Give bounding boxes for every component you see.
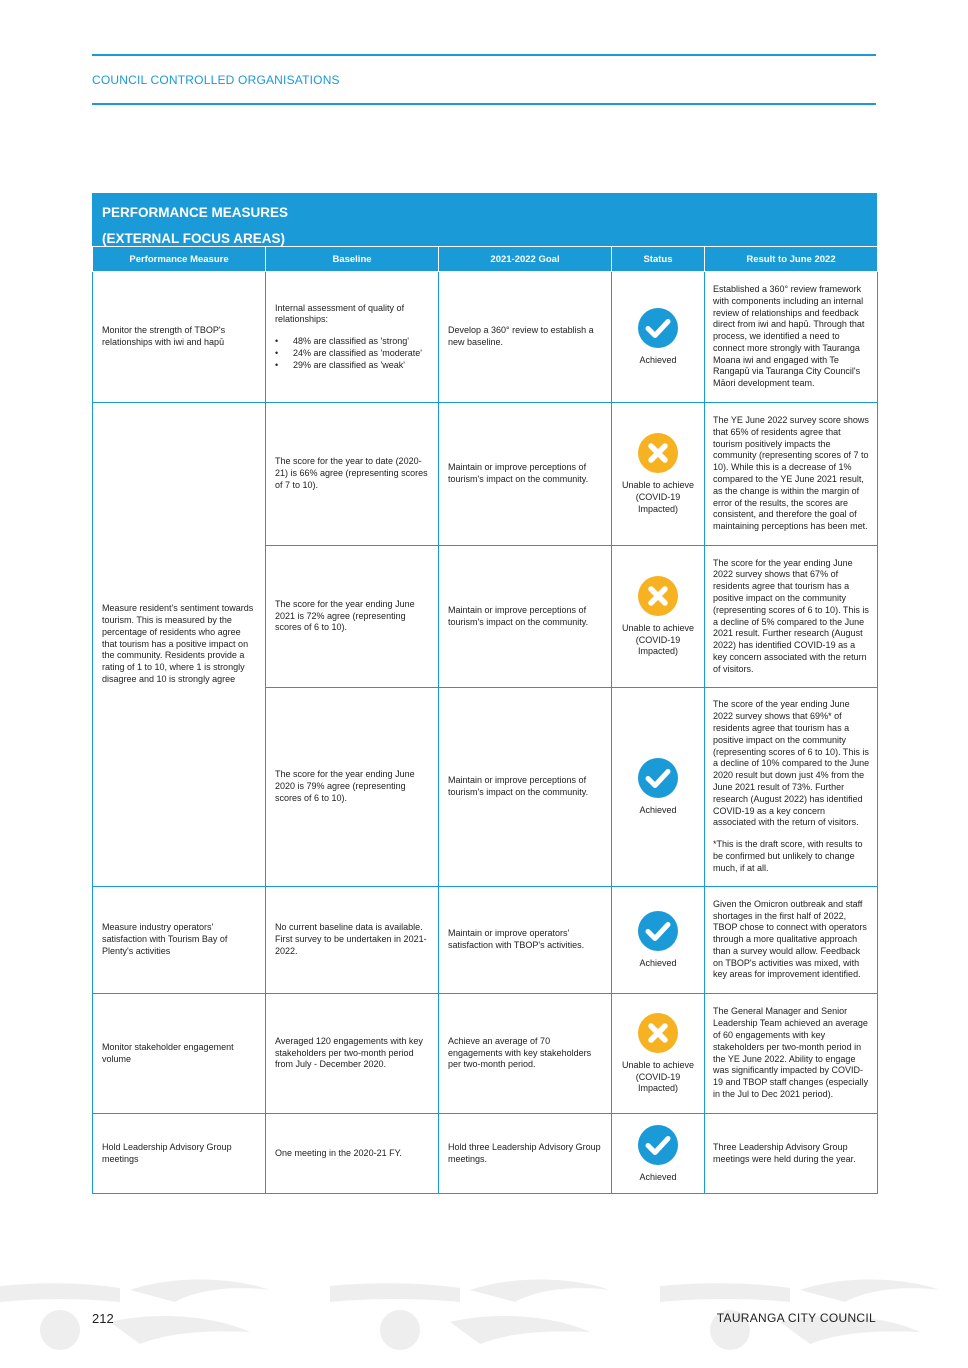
measure-cell: Hold Leadership Advisory Group meetings: [93, 1114, 266, 1194]
goal-cell: Maintain or improve operators' satisfaction with TBOP's activities.: [439, 887, 612, 994]
status-cell: [612, 1114, 705, 1194]
goal-cell: Maintain or improve perceptions of tourism's impact on the community.: [439, 688, 612, 887]
check-icon: [637, 307, 679, 349]
status-label: Unable to achieve (COVID-19 Impacted): [621, 1059, 695, 1094]
baseline-bullets: [275, 336, 429, 371]
column-header-measure: Performance Measure: [93, 247, 266, 272]
goal-cell: Achieve an average of 70 engagements with key stakeholders per two-month period.: [439, 994, 612, 1114]
cross-icon: [637, 432, 679, 474]
check-icon: [637, 1124, 679, 1166]
table-title-line-1: PERFORMANCE MEASURES: [102, 205, 289, 220]
table-row: [93, 403, 878, 546]
measure-cell: Monitor the strength of TBOP's relationships with iwi and hapū: [93, 272, 266, 403]
status-cell: [612, 688, 705, 887]
baseline-cell: The score for the year to date (2020-21) is 66% agree (representing scores of 7 to 10).: [266, 403, 439, 546]
result-text: The score of the year ending June 2022 survey shows that 69%* of residents agree that tourism has a positive impact on the community (representing scores of 6 to 10). This is a decline of 10% compared to the June 2020 result but down just 4% from the June 2021 result of 73%. Further research (August 2022) has identified COVID-19 as a key concern associated with the return of visitors.: [713, 699, 870, 828]
table-title-line-2: (EXTERNAL FOCUS AREAS): [102, 231, 286, 246]
status-label: Unable to achieve (COVID-19 Impacted): [621, 480, 695, 514]
check-icon: [637, 910, 679, 952]
table-row: [93, 887, 878, 994]
column-header-result: Result to June 2022: [705, 247, 878, 272]
measure-cell: Monitor stakeholder engagement volume: [93, 994, 266, 1114]
top-rule: [92, 54, 876, 56]
baseline-cell: The score for the year ending June 2021 is 72% agree (representing scores of 6 to 10).: [266, 546, 439, 688]
status-cell: [612, 887, 705, 994]
result-cell: Established a 360° review framework with components including an internal review of relationships and feedback direct from iwi and hapū. Through that process, we identified a need to connect more strongly with Tauranga Moana iwi and engaged with Te Rangapū via Tauranga City Council's Māori development team.: [705, 272, 878, 403]
baseline-intro: Internal assessment of quality of relationships:: [275, 302, 405, 325]
performance-measures-table: [92, 193, 877, 1194]
status-label: Achieved: [639, 958, 677, 969]
goal-cell: Maintain or improve perceptions of tourism's impact on the community.: [439, 546, 612, 688]
baseline-bullet: • 24% are classified as 'moderate': [275, 348, 429, 360]
measure-cell: Measure industry operators' satisfaction with Tourism Bay of Plenty's activities: [93, 887, 266, 994]
status-cell: [612, 994, 705, 1114]
status-cell: [612, 403, 705, 546]
status-cell: [612, 272, 705, 403]
result-cell: Given the Omicron outbreak and staff shortages in the first half of 2022, TBOP chose to connect with operators through a more qualitative approach than a survey would allow. Feedback on TBOP's activities was mixed, with key areas for improvement identified.: [705, 887, 878, 994]
baseline-cell: The score for the year ending June 2020 is 79% agree (representing scores of 6 to 10).: [266, 688, 439, 887]
column-header-status: Status: [612, 247, 705, 272]
table-row: [93, 272, 878, 403]
result-cell: The score for the year ending June 2022 survey shows that 67% of residents agree that tourism has a positive impact on the community (representing scores of 6 to 10). This is a decline of 5% compared to the June 2021 result. Further research (August 2022) has identified COVID-19 as a key concern associated with the return of visitors.: [705, 546, 878, 688]
baseline-cell: [266, 272, 439, 403]
cross-icon: [637, 1012, 679, 1054]
baseline-bullet: • 48% are classified as 'strong': [275, 336, 429, 348]
status-label: Unable to achieve (COVID-19 Impacted): [621, 622, 695, 657]
check-icon: [637, 757, 679, 799]
cross-icon: [637, 575, 679, 617]
table-title: [92, 193, 877, 246]
result-cell: Three Leadership Advisory Group meetings were held during the year.: [705, 1114, 878, 1194]
goal-cell: Develop a 360° review to establish a new baseline.: [439, 272, 612, 403]
page-number: 212: [92, 1311, 114, 1326]
section-label: COUNCIL CONTROLLED ORGANISATIONS: [92, 73, 340, 87]
status-label: Achieved: [639, 805, 677, 816]
column-header-goal: 2021-2022 Goal: [439, 247, 612, 272]
column-header-baseline: Baseline: [266, 247, 439, 272]
measure-cell: Measure resident's sentiment towards tourism. This is measured by the percentage of residents who agree that tourism has a positive impact on the community. Residents provide a rating of 1 to 10, where 1 is strongly disagree and 10 is strongly agree: [93, 403, 266, 887]
goal-cell: Maintain or improve perceptions of tourism's impact on the community.: [439, 403, 612, 546]
status-label: Achieved: [639, 1171, 677, 1182]
result-note: *This is the draft score, with results to be confirmed but unlikely to change much, if at all.: [713, 839, 863, 873]
organisation-name: TAURANGA CITY COUNCIL: [716, 1311, 876, 1325]
result-cell: [705, 688, 878, 887]
status-label: Achieved: [639, 355, 677, 366]
table-row: [93, 994, 878, 1114]
baseline-bullet: • 29% are classified as 'weak': [275, 360, 429, 372]
goal-cell: Hold three Leadership Advisory Group meetings.: [439, 1114, 612, 1194]
table-row: [93, 1114, 878, 1194]
baseline-cell: No current baseline data is available. First survey to be undertaken in 2021-2022.: [266, 887, 439, 994]
header-underline: [92, 103, 876, 105]
result-cell: The General Manager and Senior Leadership Team achieved an average of 60 engagements with key stakeholders per two-month period in the YE June 2022. Ability to engage was significantly impacted by COVID-19 and TBOP staff changes (especially in the Jul to Dec 2021 period).: [705, 994, 878, 1114]
result-cell: The YE June 2022 survey score shows that 65% of residents agree that tourism positively impacts the community (representing scores of 7 to 10). While this is a decrease of 1% compared to the YE June 2021 result, as the change is within the margin of error of the results, the scores are consistent, and therefore the goal of maintaining perceptions has been met.: [705, 403, 878, 546]
baseline-cell: One meeting in the 2020-21 FY.: [266, 1114, 439, 1194]
status-cell: [612, 546, 705, 688]
baseline-cell: Averaged 120 engagements with key stakeholders per two-month period from July - December 2020.: [266, 994, 439, 1114]
